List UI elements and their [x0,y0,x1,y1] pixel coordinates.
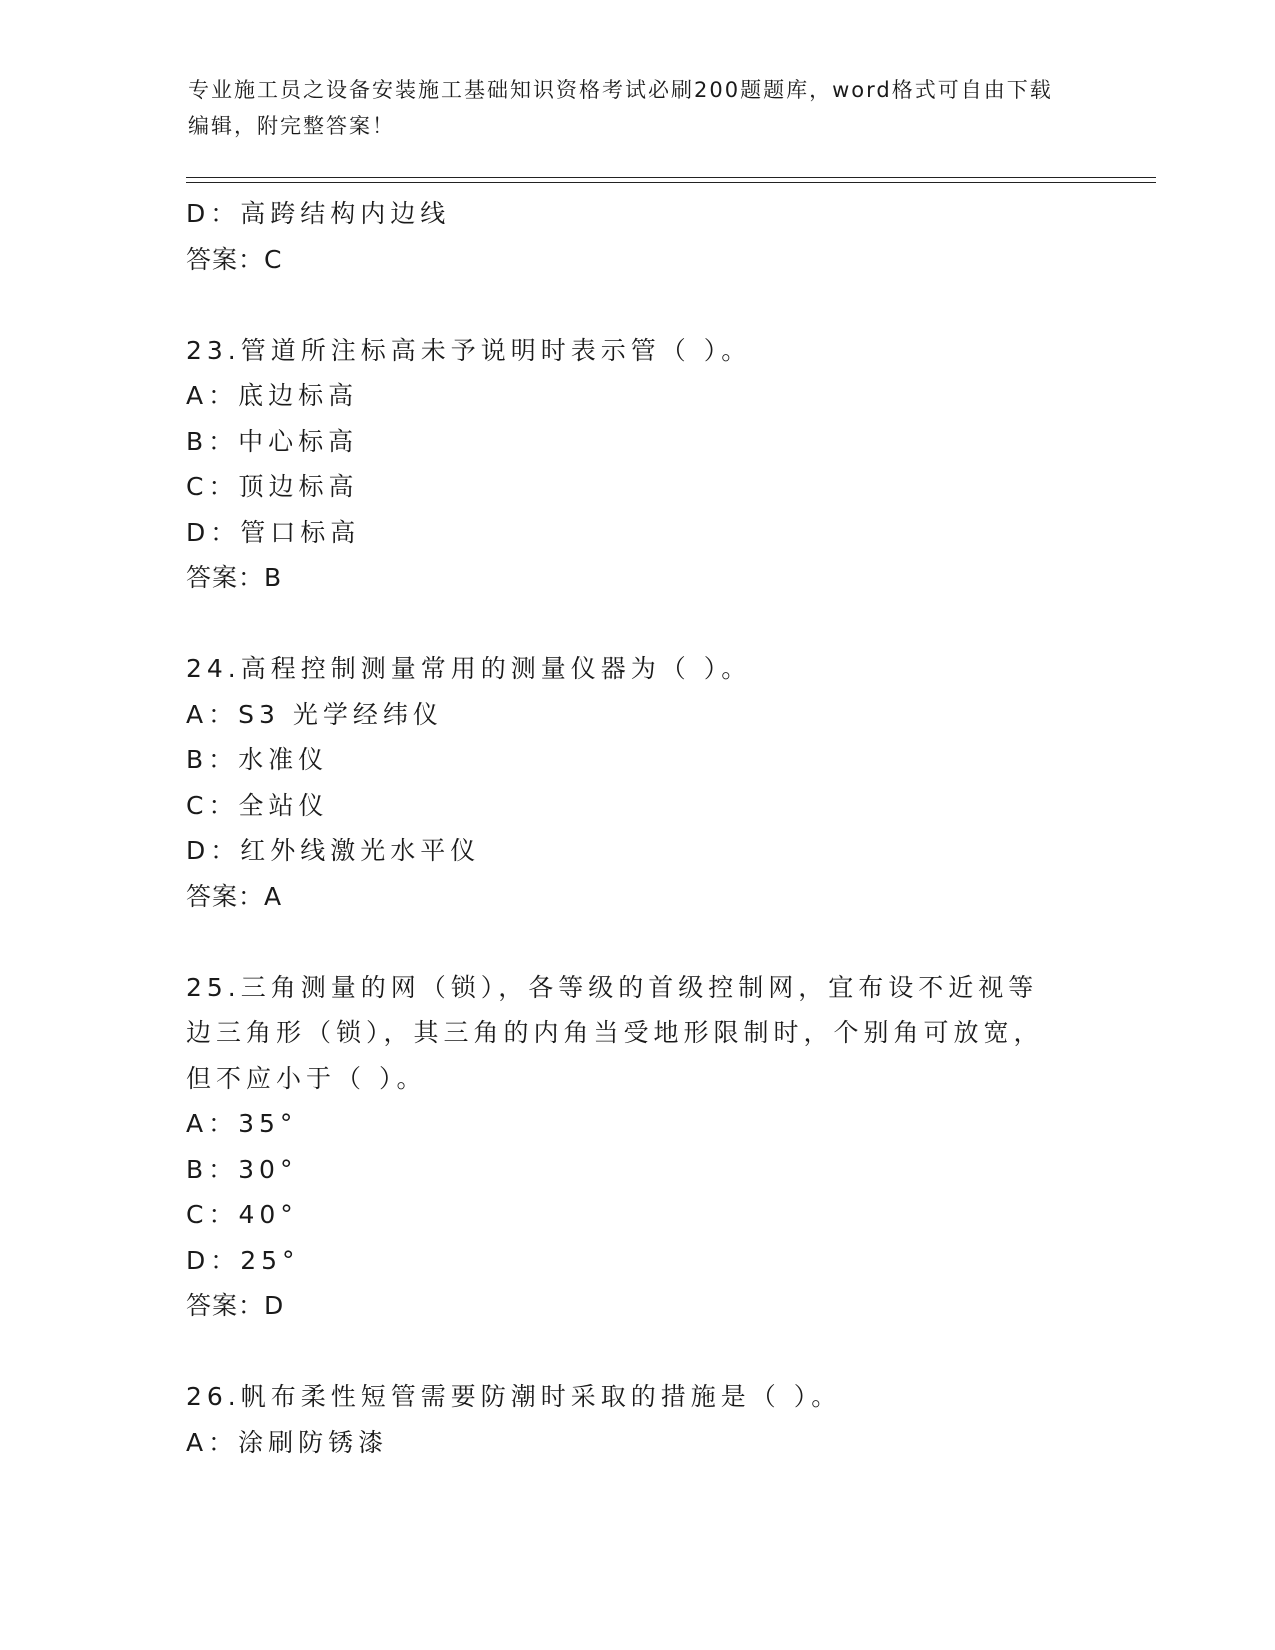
spacer [186,601,1086,647]
question-23: 23.管道所注标高未予说明时表示管（ ）。 [186,335,752,365]
header-divider-top [186,177,1156,178]
spacer [186,919,1086,965]
answer-line: 答案：B [186,563,283,592]
question-24: 24.高程控制测量常用的测量仪器为（ ）。 [186,654,752,683]
question-content [186,191,1086,1465]
option-line: D：高跨结构内边线 [186,199,451,228]
answer-line: 答案：C [186,244,283,274]
option-line: C：40° [186,1200,298,1229]
question-25: 25.三角测量的网（锁），各等级的首级控制网，宜布设不近视等边三角形（锁），其三角的内角当受地形限制时，个别角可放宽，但不应小于（ ）。 [186,972,1044,1093]
answer-line: 答案：D [186,1291,285,1320]
option-line: C：全站仪 [186,790,329,820]
option-line: A：S3 光学经纬仪 [186,699,443,729]
option-line: A：底边标高 [186,381,359,410]
spacer [186,282,1086,328]
option-line: B：30° [186,1154,298,1184]
spacer [186,1329,1086,1375]
option-line: A：涂刷防锈漆 [186,1427,389,1457]
question-26: 26.帆布柔性短管需要防潮时采取的措施是（ ）。 [186,1382,842,1411]
document-header: 专业施工员之设备安装施工基础知识资格考试必刷200题题库，word格式可自由下载编辑，附完整答案！ [188,78,1053,138]
option-line: B：中心标高 [186,426,359,456]
option-line: D：管口标高 [186,517,361,547]
option-line: C：顶边标高 [186,472,359,501]
option-line: B：水准仪 [186,745,329,774]
answer-line: 答案：A [186,881,283,911]
option-line: A：35° [186,1109,298,1138]
option-line: D：25° [186,1245,300,1275]
header-divider-bottom [186,182,1156,183]
option-line: D：红外线激光水平仪 [186,836,481,865]
